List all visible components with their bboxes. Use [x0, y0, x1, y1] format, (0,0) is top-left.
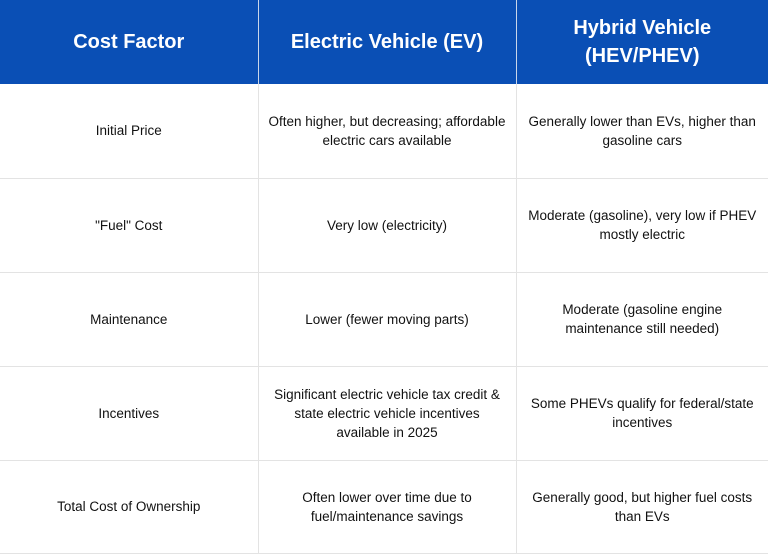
- table-header: [0, 0, 768, 84]
- table-body: [0, 84, 768, 553]
- hybrid-cell: Generally good, but higher fuel costs than EVs: [516, 460, 768, 553]
- header-cost-factor: Cost Factor: [0, 0, 258, 84]
- row-label-incentives: Incentives: [0, 366, 258, 460]
- row-label-total-cost-of-ownership: Total Cost of Ownership: [0, 460, 258, 553]
- ev-cell: Very low (electricity): [258, 178, 516, 272]
- header-electric-vehicle: Electric Vehicle (EV): [258, 0, 516, 84]
- table-row: [0, 84, 768, 178]
- table-row: [0, 178, 768, 272]
- ev-cell: Often higher, but decreasing; affordable electric cars available: [258, 84, 516, 178]
- ev-cell: Often lower over time due to fuel/maintenance savings: [258, 460, 516, 553]
- table-row: [0, 272, 768, 366]
- hybrid-cell: Moderate (gasoline), very low if PHEV mostly electric: [516, 178, 768, 272]
- hybrid-cell: Some PHEVs qualify for federal/state incentives: [516, 366, 768, 460]
- row-label-maintenance: Maintenance: [0, 272, 258, 366]
- ev-cell: Lower (fewer moving parts): [258, 272, 516, 366]
- header-row: [0, 0, 768, 84]
- row-label-fuel-cost: "Fuel" Cost: [0, 178, 258, 272]
- table-row: [0, 460, 768, 553]
- table-row: [0, 366, 768, 460]
- row-label-initial-price: Initial Price: [0, 84, 258, 178]
- hybrid-cell: Moderate (gasoline engine maintenance still needed): [516, 272, 768, 366]
- ev-cell: Significant electric vehicle tax credit & state electric vehicle incentives available in 2025: [258, 366, 516, 460]
- hybrid-cell: Generally lower than EVs, higher than gasoline cars: [516, 84, 768, 178]
- header-hybrid-vehicle: Hybrid Vehicle (HEV/PHEV): [516, 0, 768, 84]
